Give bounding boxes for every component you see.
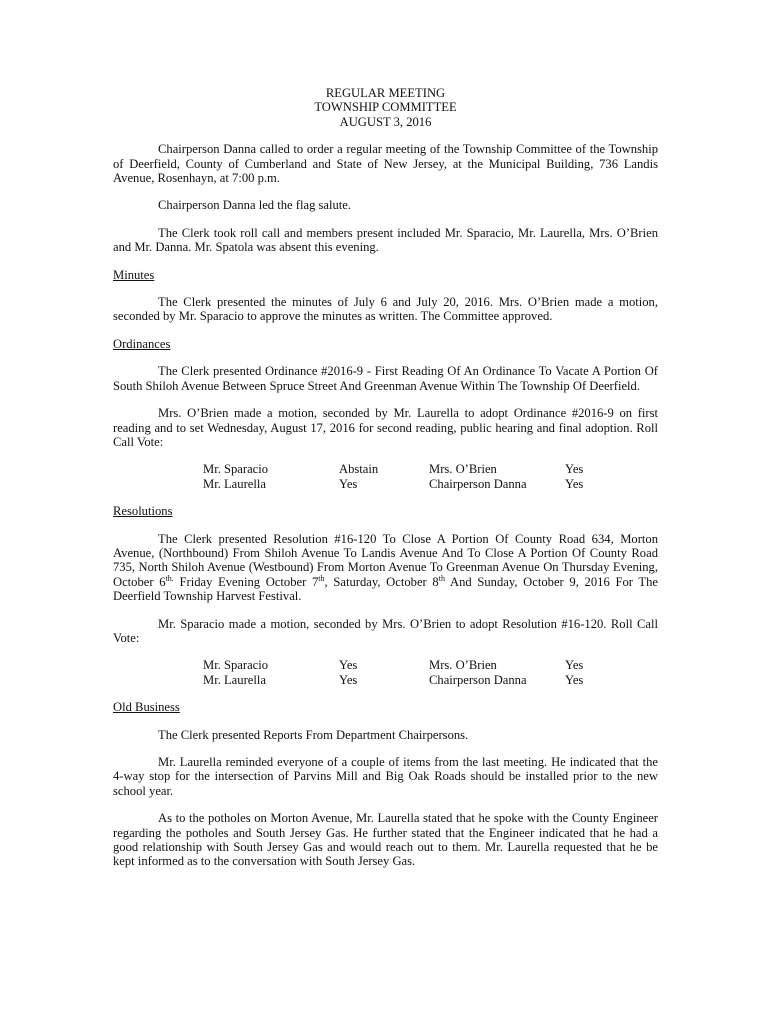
vote-value: Yes — [565, 658, 584, 673]
resolution-text-part: The Clerk presented Resolution #16-120 To Close A Portion Of County Road 634, Morton Avenue, (Northbound) From Shiloh Avenue To Landis Avenue And To Close A Portion Of County Road 735, North Shiloh Avenue (Westbound) From Morton Avenue To Greenman Avenue On Thursday Evening, October 6 — [113, 531, 658, 589]
ordinal-suffix: th. — [165, 573, 174, 583]
vote-member: Mrs. O’Brien — [429, 658, 497, 673]
document-body — [113, 86, 658, 869]
vote-member: Mr. Laurella — [203, 672, 266, 687]
vote-row — [203, 462, 605, 476]
vote-member: Chairperson Danna — [429, 672, 527, 687]
ordinance-paragraph-presented: The Clerk presented Ordinance #2016-9 - First Reading Of An Ordinance To Vacate A Portion Of South Shiloh Avenue Between Spruce Street And Greenman Avenue Within The Township Of Deerfield. — [113, 364, 658, 393]
section-heading-resolutions: Resolutions — [113, 504, 173, 519]
resolution-text-part: And Sunday, October 9, 2016 For The Deerfield Township Harvest Festival. — [113, 574, 658, 604]
vote-row — [203, 658, 605, 672]
intro-paragraph-flag-salute: Chairperson Danna led the flag salute. — [158, 198, 352, 213]
vote-value: Yes — [565, 462, 584, 477]
section-heading-ordinances: Ordinances — [113, 336, 171, 351]
vote-row — [203, 673, 605, 687]
meeting-header — [113, 86, 658, 129]
minutes-paragraph: The Clerk presented the minutes of July 6 and July 20, 2016. Mrs. O’Brien made a motion, seconded by Mr. Sparacio to approve the minutes as written. The Committee approved. — [113, 295, 658, 324]
vote-value: Yes — [339, 672, 358, 687]
vote-value: Yes — [339, 476, 358, 491]
vote-member: Mr. Sparacio — [203, 462, 269, 477]
intro-paragraph-call-to-order: Chairperson Danna called to order a regular meeting of the Township Committee of the Township of Deerfield, County of Cumberland and State of New Jersey, at the Municipal Building, 736 Landis Avenue, Rosenhayn, at 7:00 p.m. — [113, 142, 658, 186]
vote-member: Chairperson Danna — [429, 476, 527, 491]
ordinal-suffix: th — [438, 573, 445, 583]
old-business-paragraph-reports: The Clerk presented Reports From Department Chairpersons. — [158, 727, 469, 742]
old-business-paragraph-potholes: As to the potholes on Morton Avenue, Mr. Laurella stated that he spoke with the County Engineer regarding the potholes and South Jersey Gas. He further stated that the Engineer indicated that he had a good relationship with South Jersey Gas and would reach out to them. Mr. Laurella requested that he be kept informed as to the conversation with South Jersey Gas. — [113, 811, 658, 869]
vote-member: Mrs. O’Brien — [429, 462, 497, 477]
header-line-date: AUGUST 3, 2016 — [339, 114, 432, 129]
resolution-roll-call-table — [203, 658, 605, 687]
header-line-committee: TOWNSHIP COMMITTEE — [314, 100, 457, 115]
ordinance-roll-call-table — [203, 462, 605, 491]
vote-value: Yes — [339, 658, 358, 673]
vote-member: Mr. Laurella — [203, 476, 266, 491]
vote-value: Yes — [565, 672, 584, 687]
old-business-paragraph-stop-sign: Mr. Laurella reminded everyone of a couple of items from the last meeting. He indicated that the 4-way stop for the intersection of Parvins Mill and Big Oak Roads should be installed prior to the new school year. — [113, 755, 658, 798]
ordinance-paragraph-motion: Mrs. O’Brien made a motion, seconded by Mr. Laurella to adopt Ordinance #2016-9 on first reading and to set Wednesday, August 17, 2016 for second reading, public hearing and final adoption. Roll Call Vote: — [113, 406, 658, 449]
section-heading-old-business: Old Business — [113, 700, 180, 715]
vote-row — [203, 477, 605, 491]
resolution-text-part: Friday Evening October 7 — [173, 574, 319, 589]
section-heading-minutes: Minutes — [113, 267, 155, 282]
vote-value: Yes — [565, 476, 584, 491]
ordinal-suffix: th — [318, 573, 325, 583]
resolution-text-part: , Saturday, October 8 — [324, 574, 439, 589]
vote-value: Abstain — [339, 462, 379, 477]
intro-paragraph-roll-call: The Clerk took roll call and members present included Mr. Sparacio, Mr. Laurella, Mrs. O’Brien and Mr. Danna. Mr. Spatola was absent this evening. — [113, 225, 658, 255]
resolution-paragraph-presented — [113, 532, 658, 604]
header-line-meeting: REGULAR MEETING — [325, 86, 446, 100]
resolution-paragraph-motion: Mr. Sparacio made a motion, seconded by Mrs. O’Brien to adopt Resolution #16-120. Roll Call Vote: — [113, 616, 658, 645]
vote-member: Mr. Sparacio — [203, 658, 269, 673]
